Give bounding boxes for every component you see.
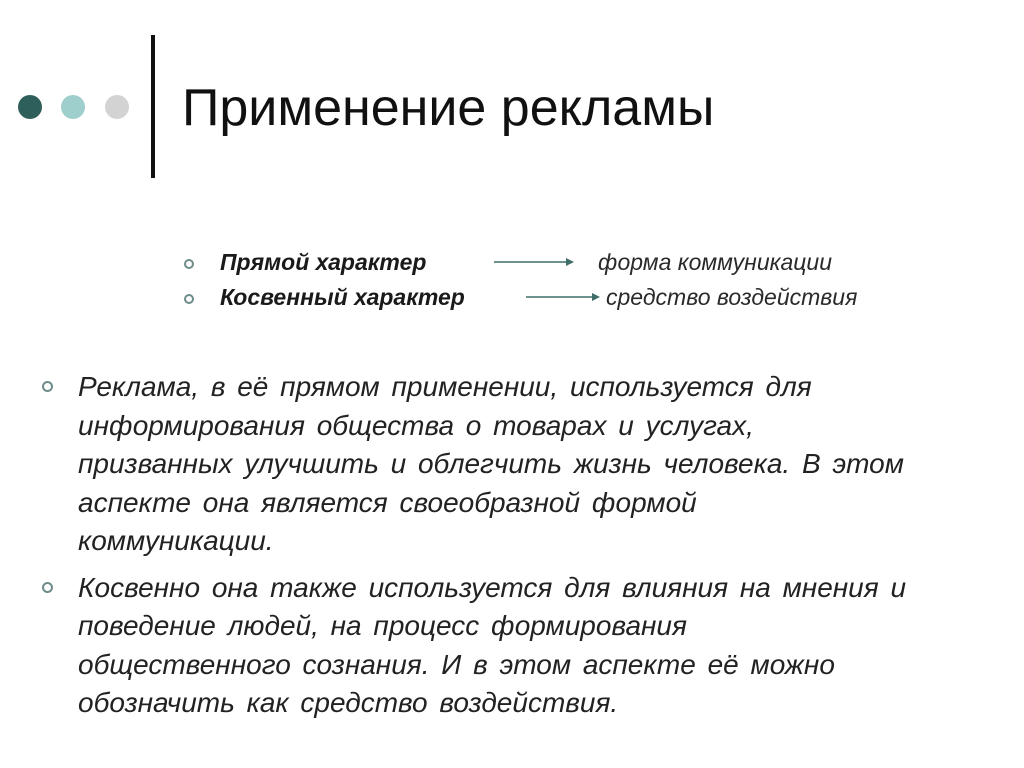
decorative-dot-gray <box>105 95 129 119</box>
mapping-result: средство воздействия <box>606 284 858 310</box>
decorative-dot-dark <box>18 95 42 119</box>
decorative-dot-light <box>61 95 85 119</box>
mapping-term: Прямой характер <box>220 249 427 275</box>
paragraph-indirect-use: Косвенно она также используется для влияния на мнения и поведение людей, на процесс формирования общественного сознания. И в этом аспекте её можно обозначить как средство воздействия. <box>78 571 907 718</box>
mapping-row-indirect <box>182 284 942 314</box>
list-item <box>40 368 980 561</box>
bullet-circle-icon <box>42 582 53 593</box>
mapping-result: форма коммуникации <box>598 249 833 275</box>
arrow-right-icon <box>526 290 600 304</box>
bullet-circle-icon <box>42 381 53 392</box>
mapping-row-direct <box>182 249 942 279</box>
body-bullet-list <box>40 368 980 731</box>
arrow-right-icon <box>494 255 574 269</box>
bullet-circle-icon <box>184 259 194 269</box>
slide-title: Применение рекламы <box>182 79 715 137</box>
list-item <box>40 569 980 723</box>
character-mapping-list <box>182 249 942 315</box>
bullet-circle-icon <box>184 294 194 304</box>
paragraph-direct-use: Реклама, в её прямом применении, используется для информирования общества о товарах и услугах, призванных улучшить и облегчить жизнь человека. В этом аспекте она является своеобразной формой коммуникации. <box>78 371 904 556</box>
title-divider <box>151 35 155 178</box>
mapping-term: Косвенный характер <box>220 284 465 310</box>
